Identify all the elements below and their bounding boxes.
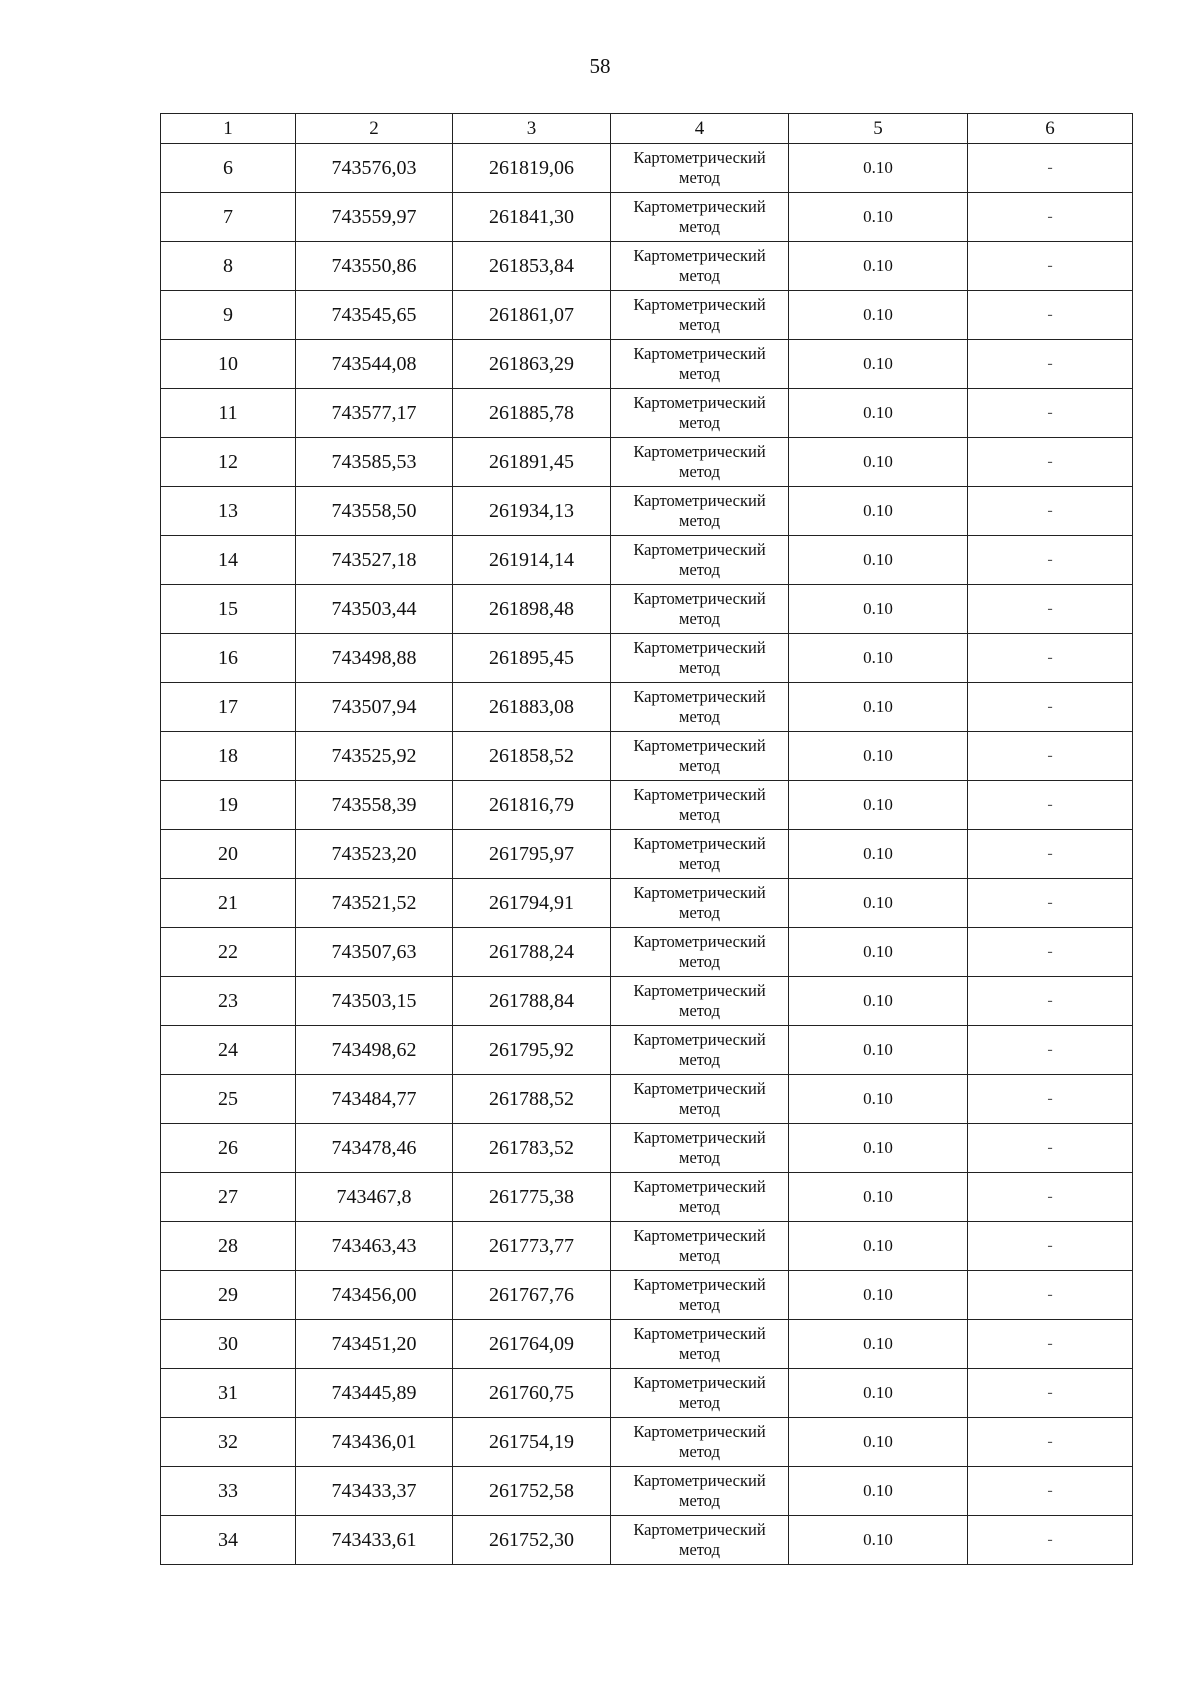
note-cell: - [968, 1222, 1133, 1271]
method-cell: Картометрический метод [611, 389, 789, 438]
coordinates-table [160, 113, 1133, 1565]
x-coordinate-cell: 743433,61 [296, 1516, 453, 1565]
note-cell: - [968, 291, 1133, 340]
x-coordinate-cell: 743576,03 [296, 144, 453, 193]
y-coordinate-cell: 261752,58 [453, 1467, 611, 1516]
y-coordinate-cell: 261858,52 [453, 732, 611, 781]
y-coordinate-cell: 261764,09 [453, 1320, 611, 1369]
method-cell: Картометрический метод [611, 879, 789, 928]
x-coordinate-cell: 743467,8 [296, 1173, 453, 1222]
point-number-cell: 13 [161, 487, 296, 536]
accuracy-cell: 0.10 [789, 1124, 968, 1173]
x-coordinate-cell: 743503,44 [296, 585, 453, 634]
method-cell: Картометрический метод [611, 1026, 789, 1075]
y-coordinate-cell: 261841,30 [453, 193, 611, 242]
accuracy-cell: 0.10 [789, 879, 968, 928]
table-row [161, 879, 1133, 928]
accuracy-cell: 0.10 [789, 438, 968, 487]
table-row [161, 1124, 1133, 1173]
accuracy-cell: 0.10 [789, 1467, 968, 1516]
note-cell: - [968, 340, 1133, 389]
point-number-cell: 14 [161, 536, 296, 585]
method-cell: Картометрический метод [611, 1173, 789, 1222]
note-cell: - [968, 634, 1133, 683]
y-coordinate-cell: 261863,29 [453, 340, 611, 389]
note-cell: - [968, 781, 1133, 830]
table-row [161, 487, 1133, 536]
table-row [161, 144, 1133, 193]
accuracy-cell: 0.10 [789, 1320, 968, 1369]
accuracy-cell: 0.10 [789, 1075, 968, 1124]
note-cell: - [968, 585, 1133, 634]
method-cell: Картометрический метод [611, 1516, 789, 1565]
point-number-cell: 17 [161, 683, 296, 732]
method-cell: Картометрический метод [611, 487, 789, 536]
x-coordinate-cell: 743498,62 [296, 1026, 453, 1075]
note-cell: - [968, 1369, 1133, 1418]
x-coordinate-cell: 743521,52 [296, 879, 453, 928]
accuracy-cell: 0.10 [789, 1271, 968, 1320]
table-row [161, 781, 1133, 830]
x-coordinate-cell: 743463,43 [296, 1222, 453, 1271]
method-cell: Картометрический метод [611, 1271, 789, 1320]
point-number-cell: 26 [161, 1124, 296, 1173]
note-cell: - [968, 928, 1133, 977]
accuracy-cell: 0.10 [789, 242, 968, 291]
accuracy-cell: 0.10 [789, 1418, 968, 1467]
x-coordinate-cell: 743445,89 [296, 1369, 453, 1418]
y-coordinate-cell: 261914,14 [453, 536, 611, 585]
method-cell: Картометрический метод [611, 193, 789, 242]
point-number-cell: 31 [161, 1369, 296, 1418]
y-coordinate-cell: 261795,92 [453, 1026, 611, 1075]
note-cell: - [968, 977, 1133, 1026]
point-number-cell: 28 [161, 1222, 296, 1271]
point-number-cell: 27 [161, 1173, 296, 1222]
method-cell: Картометрический метод [611, 1467, 789, 1516]
table-row [161, 830, 1133, 879]
note-cell: - [968, 879, 1133, 928]
x-coordinate-cell: 743527,18 [296, 536, 453, 585]
note-cell: - [968, 1075, 1133, 1124]
method-cell: Картометрический метод [611, 291, 789, 340]
point-number-cell: 12 [161, 438, 296, 487]
table-row [161, 291, 1133, 340]
table-row [161, 1222, 1133, 1271]
note-cell: - [968, 487, 1133, 536]
x-coordinate-cell: 743550,86 [296, 242, 453, 291]
column-header: 6 [968, 114, 1133, 144]
table-row [161, 1173, 1133, 1222]
note-cell: - [968, 1516, 1133, 1565]
x-coordinate-cell: 743503,15 [296, 977, 453, 1026]
table-row [161, 1026, 1133, 1075]
table-row [161, 242, 1133, 291]
x-coordinate-cell: 743478,46 [296, 1124, 453, 1173]
point-number-cell: 6 [161, 144, 296, 193]
y-coordinate-cell: 261752,30 [453, 1516, 611, 1565]
note-cell: - [968, 1124, 1133, 1173]
table-row [161, 732, 1133, 781]
point-number-cell: 24 [161, 1026, 296, 1075]
table-row [161, 585, 1133, 634]
point-number-cell: 32 [161, 1418, 296, 1467]
accuracy-cell: 0.10 [789, 683, 968, 732]
column-header: 4 [611, 114, 789, 144]
table-row [161, 340, 1133, 389]
x-coordinate-cell: 743545,65 [296, 291, 453, 340]
method-cell: Картометрический метод [611, 634, 789, 683]
accuracy-cell: 0.10 [789, 291, 968, 340]
y-coordinate-cell: 261795,97 [453, 830, 611, 879]
y-coordinate-cell: 261760,75 [453, 1369, 611, 1418]
method-cell: Картометрический метод [611, 1320, 789, 1369]
y-coordinate-cell: 261934,13 [453, 487, 611, 536]
x-coordinate-cell: 743544,08 [296, 340, 453, 389]
accuracy-cell: 0.10 [789, 1173, 968, 1222]
accuracy-cell: 0.10 [789, 928, 968, 977]
table-row [161, 1271, 1133, 1320]
x-coordinate-cell: 743507,94 [296, 683, 453, 732]
x-coordinate-cell: 743507,63 [296, 928, 453, 977]
point-number-cell: 7 [161, 193, 296, 242]
table-row [161, 193, 1133, 242]
note-cell: - [968, 1418, 1133, 1467]
accuracy-cell: 0.10 [789, 732, 968, 781]
x-coordinate-cell: 743523,20 [296, 830, 453, 879]
x-coordinate-cell: 743525,92 [296, 732, 453, 781]
point-number-cell: 19 [161, 781, 296, 830]
method-cell: Картометрический метод [611, 928, 789, 977]
y-coordinate-cell: 261816,79 [453, 781, 611, 830]
point-number-cell: 22 [161, 928, 296, 977]
note-cell: - [968, 732, 1133, 781]
table-row [161, 1320, 1133, 1369]
method-cell: Картометрический метод [611, 242, 789, 291]
method-cell: Картометрический метод [611, 438, 789, 487]
table-row [161, 438, 1133, 487]
y-coordinate-cell: 261819,06 [453, 144, 611, 193]
method-cell: Картометрический метод [611, 830, 789, 879]
accuracy-cell: 0.10 [789, 977, 968, 1026]
note-cell: - [968, 830, 1133, 879]
table-row [161, 928, 1133, 977]
y-coordinate-cell: 261891,45 [453, 438, 611, 487]
table-body [161, 144, 1133, 1565]
method-cell: Картометрический метод [611, 1222, 789, 1271]
table-row [161, 1467, 1133, 1516]
y-coordinate-cell: 261754,19 [453, 1418, 611, 1467]
y-coordinate-cell: 261898,48 [453, 585, 611, 634]
accuracy-cell: 0.10 [789, 1222, 968, 1271]
accuracy-cell: 0.10 [789, 1026, 968, 1075]
x-coordinate-cell: 743558,39 [296, 781, 453, 830]
accuracy-cell: 0.10 [789, 340, 968, 389]
y-coordinate-cell: 261895,45 [453, 634, 611, 683]
table-row [161, 536, 1133, 585]
method-cell: Картометрический метод [611, 1369, 789, 1418]
table-row [161, 977, 1133, 1026]
point-number-cell: 10 [161, 340, 296, 389]
method-cell: Картометрический метод [611, 683, 789, 732]
accuracy-cell: 0.10 [789, 1369, 968, 1418]
note-cell: - [968, 683, 1133, 732]
accuracy-cell: 0.10 [789, 389, 968, 438]
point-number-cell: 11 [161, 389, 296, 438]
y-coordinate-cell: 261794,91 [453, 879, 611, 928]
x-coordinate-cell: 743436,01 [296, 1418, 453, 1467]
method-cell: Картометрический метод [611, 340, 789, 389]
point-number-cell: 16 [161, 634, 296, 683]
x-coordinate-cell: 743456,00 [296, 1271, 453, 1320]
table-row [161, 1075, 1133, 1124]
accuracy-cell: 0.10 [789, 830, 968, 879]
table-row [161, 634, 1133, 683]
accuracy-cell: 0.10 [789, 585, 968, 634]
x-coordinate-cell: 743498,88 [296, 634, 453, 683]
note-cell: - [968, 1271, 1133, 1320]
method-cell: Картометрический метод [611, 1418, 789, 1467]
note-cell: - [968, 1320, 1133, 1369]
point-number-cell: 30 [161, 1320, 296, 1369]
method-cell: Картометрический метод [611, 144, 789, 193]
point-number-cell: 9 [161, 291, 296, 340]
accuracy-cell: 0.10 [789, 144, 968, 193]
table-row [161, 683, 1133, 732]
page-number: 58 [589, 54, 611, 78]
note-cell: - [968, 1173, 1133, 1222]
y-coordinate-cell: 261853,84 [453, 242, 611, 291]
method-cell: Картометрический метод [611, 1124, 789, 1173]
point-number-cell: 33 [161, 1467, 296, 1516]
point-number-cell: 25 [161, 1075, 296, 1124]
point-number-cell: 29 [161, 1271, 296, 1320]
column-header: 1 [161, 114, 296, 144]
method-cell: Картометрический метод [611, 1075, 789, 1124]
note-cell: - [968, 536, 1133, 585]
note-cell: - [968, 438, 1133, 487]
y-coordinate-cell: 261861,07 [453, 291, 611, 340]
x-coordinate-cell: 743585,53 [296, 438, 453, 487]
accuracy-cell: 0.10 [789, 536, 968, 585]
point-number-cell: 23 [161, 977, 296, 1026]
method-cell: Картометрический метод [611, 732, 789, 781]
method-cell: Картометрический метод [611, 536, 789, 585]
accuracy-cell: 0.10 [789, 1516, 968, 1565]
accuracy-cell: 0.10 [789, 634, 968, 683]
y-coordinate-cell: 261773,77 [453, 1222, 611, 1271]
note-cell: - [968, 389, 1133, 438]
method-cell: Картометрический метод [611, 585, 789, 634]
column-header: 2 [296, 114, 453, 144]
y-coordinate-cell: 261788,84 [453, 977, 611, 1026]
y-coordinate-cell: 261783,52 [453, 1124, 611, 1173]
method-cell: Картометрический метод [611, 781, 789, 830]
x-coordinate-cell: 743433,37 [296, 1467, 453, 1516]
note-cell: - [968, 144, 1133, 193]
y-coordinate-cell: 261767,76 [453, 1271, 611, 1320]
y-coordinate-cell: 261775,38 [453, 1173, 611, 1222]
accuracy-cell: 0.10 [789, 193, 968, 242]
note-cell: - [968, 242, 1133, 291]
x-coordinate-cell: 743559,97 [296, 193, 453, 242]
table-row [161, 1418, 1133, 1467]
note-cell: - [968, 1026, 1133, 1075]
point-number-cell: 21 [161, 879, 296, 928]
table-header-row [161, 114, 1133, 144]
y-coordinate-cell: 261788,52 [453, 1075, 611, 1124]
note-cell: - [968, 193, 1133, 242]
y-coordinate-cell: 261788,24 [453, 928, 611, 977]
x-coordinate-cell: 743451,20 [296, 1320, 453, 1369]
accuracy-cell: 0.10 [789, 487, 968, 536]
note-cell: - [968, 1467, 1133, 1516]
x-coordinate-cell: 743558,50 [296, 487, 453, 536]
point-number-cell: 8 [161, 242, 296, 291]
table-row [161, 389, 1133, 438]
x-coordinate-cell: 743577,17 [296, 389, 453, 438]
table-row [161, 1516, 1133, 1565]
column-header: 5 [789, 114, 968, 144]
x-coordinate-cell: 743484,77 [296, 1075, 453, 1124]
point-number-cell: 15 [161, 585, 296, 634]
method-cell: Картометрический метод [611, 977, 789, 1026]
point-number-cell: 20 [161, 830, 296, 879]
accuracy-cell: 0.10 [789, 781, 968, 830]
column-header: 3 [453, 114, 611, 144]
table-row [161, 1369, 1133, 1418]
point-number-cell: 34 [161, 1516, 296, 1565]
point-number-cell: 18 [161, 732, 296, 781]
y-coordinate-cell: 261885,78 [453, 389, 611, 438]
y-coordinate-cell: 261883,08 [453, 683, 611, 732]
